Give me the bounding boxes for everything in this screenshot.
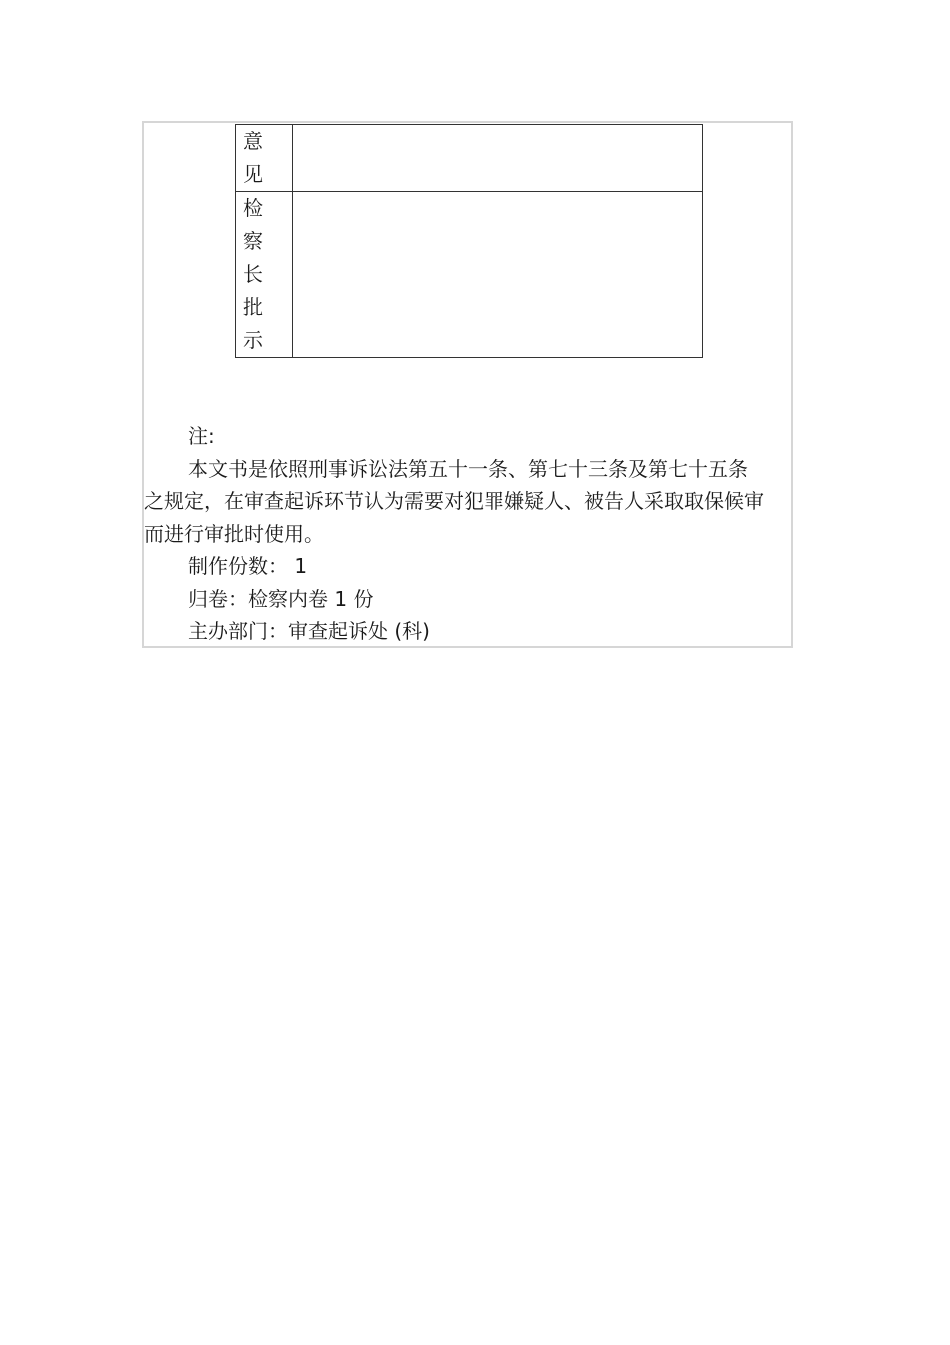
approval-label-char: 批 xyxy=(243,295,263,319)
opinion-label-char: 意 xyxy=(243,129,263,153)
opinion-content-cell[interactable] xyxy=(293,125,703,192)
notes-section xyxy=(144,420,764,648)
copies-count: 制作份数： 1 xyxy=(188,554,308,578)
approval-content-cell[interactable] xyxy=(293,192,703,358)
approval-label-char: 检 xyxy=(243,196,263,220)
approval-row xyxy=(236,192,703,358)
opinion-row xyxy=(236,125,703,192)
filing-info: 归卷：检察内卷 1 份 xyxy=(188,586,374,611)
notes-body: 本文书是依照刑事诉讼法第五十一条、第七十三条及第七十五条之规定，在审查起诉环节认为需要对犯罪嫌疑人、被告人采取取保候审而进行审批时使用。 xyxy=(144,456,764,546)
approval-label-char: 察 xyxy=(243,229,263,253)
opinion-label-cell xyxy=(236,125,293,192)
approval-label-char: 长 xyxy=(243,262,263,286)
approval-label-cell xyxy=(236,192,293,358)
approval-form-table xyxy=(235,124,703,358)
notes-heading: 注: xyxy=(188,424,215,448)
department-info: 主办部门：审查起诉处 (科) xyxy=(188,619,430,643)
approval-label-char: 示 xyxy=(243,328,263,352)
opinion-label-char: 见 xyxy=(243,162,263,186)
